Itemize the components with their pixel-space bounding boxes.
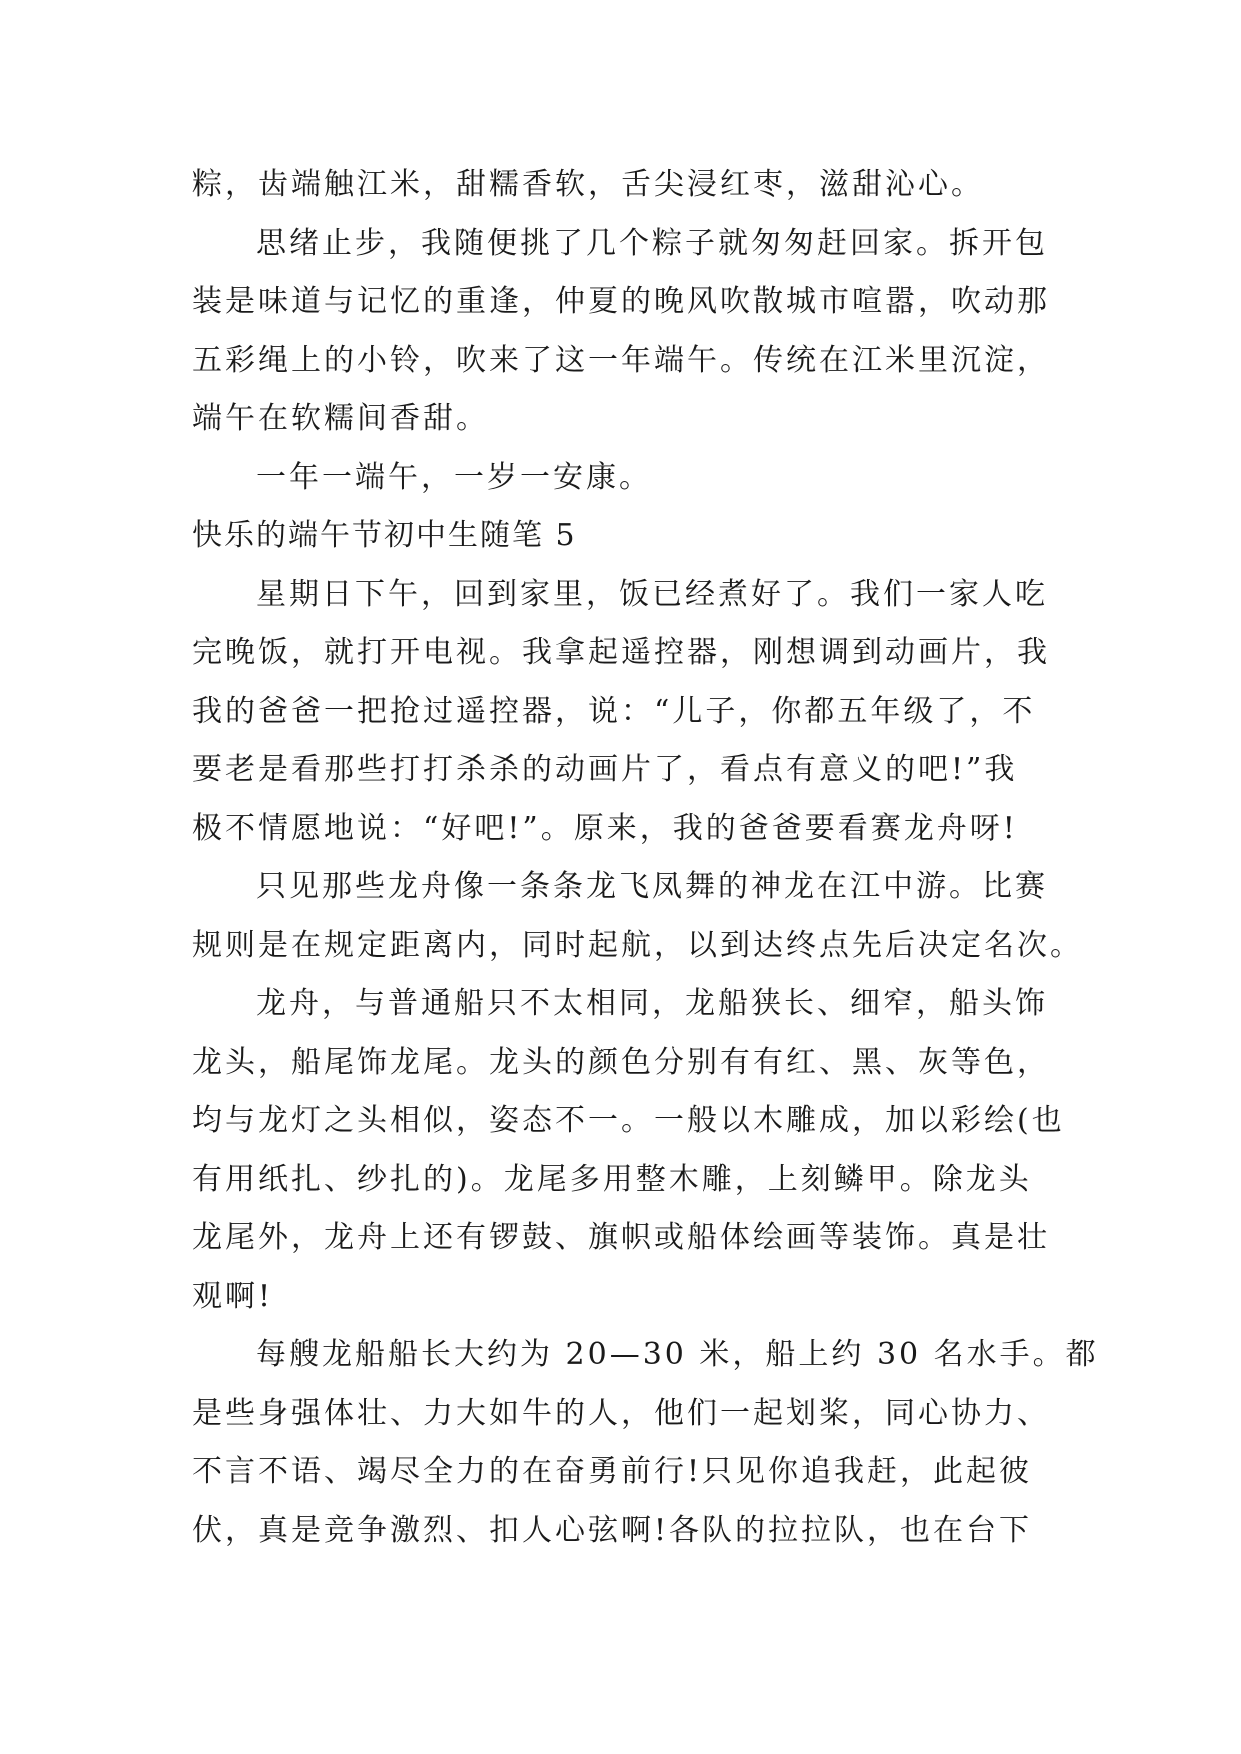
text-line: 龙舟，与普通船只不太相同，龙船狭长、细窄，船头饰 <box>256 986 1048 1021</box>
text-line: 我的爸爸一把抢过遥控器，说：“儿子，你都五年级了，不 <box>192 693 1036 729</box>
text-line: 粽，齿端触江米，甜糯香软，舌尖浸红枣，滋甜沁心。 <box>192 167 984 202</box>
text-line: 一年一端午，一岁一安康。 <box>256 459 652 495</box>
text-line: 极不情愿地说：“好吧!”。原来，我的爸爸要看赛龙舟呀! <box>192 810 1018 846</box>
text-line: 是些身强体壮、力大如牛的人，他们一起划桨，同心协力、 <box>192 1395 1050 1431</box>
section-heading: 快乐的端午节初中生随笔 5 <box>192 518 577 553</box>
text-line: 要老是看那些打打杀杀的动画片了，看点有意义的吧!”我 <box>192 752 1018 787</box>
text-line: 五彩绳上的小铃，吹来了这一年端午。传统在江米里沉淀， <box>192 342 1050 378</box>
text-line: 不言不语、竭尽全力的在奋勇前行!只见你追我赶，此起彼 <box>192 1454 1033 1489</box>
text-line: 观啊! <box>192 1278 274 1314</box>
text-line: 端午在软糯间香甜。 <box>192 401 489 436</box>
text-line: 伏，真是竞争激烈、扣人心弦啊!各队的拉拉队，也在台下 <box>192 1512 1033 1548</box>
text-line: 有用纸扎、纱扎的)。龙尾多用整木雕，上刻鳞甲。除龙头 <box>192 1161 1032 1197</box>
text-line: 思绪止步，我随便挑了几个粽子就匆匆赶回家。拆开包 <box>256 225 1048 261</box>
text-line: 只见那些龙舟像一条条龙飞凤舞的神龙在江中游。比赛 <box>256 869 1048 904</box>
text-line: 均与龙灯之头相似，姿态不一。一般以木雕成，加以彩绘(也 <box>192 1103 1065 1138</box>
text-line: 装是味道与记忆的重逢，仲夏的晚风吹散城市喧嚣，吹动那 <box>192 284 1050 319</box>
text-line: 规则是在规定距离内，同时起航，以到达终点先后决定名次。 <box>192 927 1083 963</box>
text-line: 龙尾外，龙舟上还有锣鼓、旗帜或船体绘画等装饰。真是壮 <box>192 1220 1050 1255</box>
text-line: 星期日下午，回到家里，饭已经煮好了。我们一家人吃 <box>256 576 1048 612</box>
text-line: 每艘龙船船长大约为 20—30 米，船上约 30 名水手。都 <box>256 1337 1099 1372</box>
text-line: 完晚饭，就打开电视。我拿起遥控器，刚想调到动画片，我 <box>192 635 1050 670</box>
text-line: 龙头，船尾饰龙尾。龙头的颜色分别有有红、黑、灰等色， <box>192 1044 1050 1080</box>
document-body <box>192 156 1099 1560</box>
